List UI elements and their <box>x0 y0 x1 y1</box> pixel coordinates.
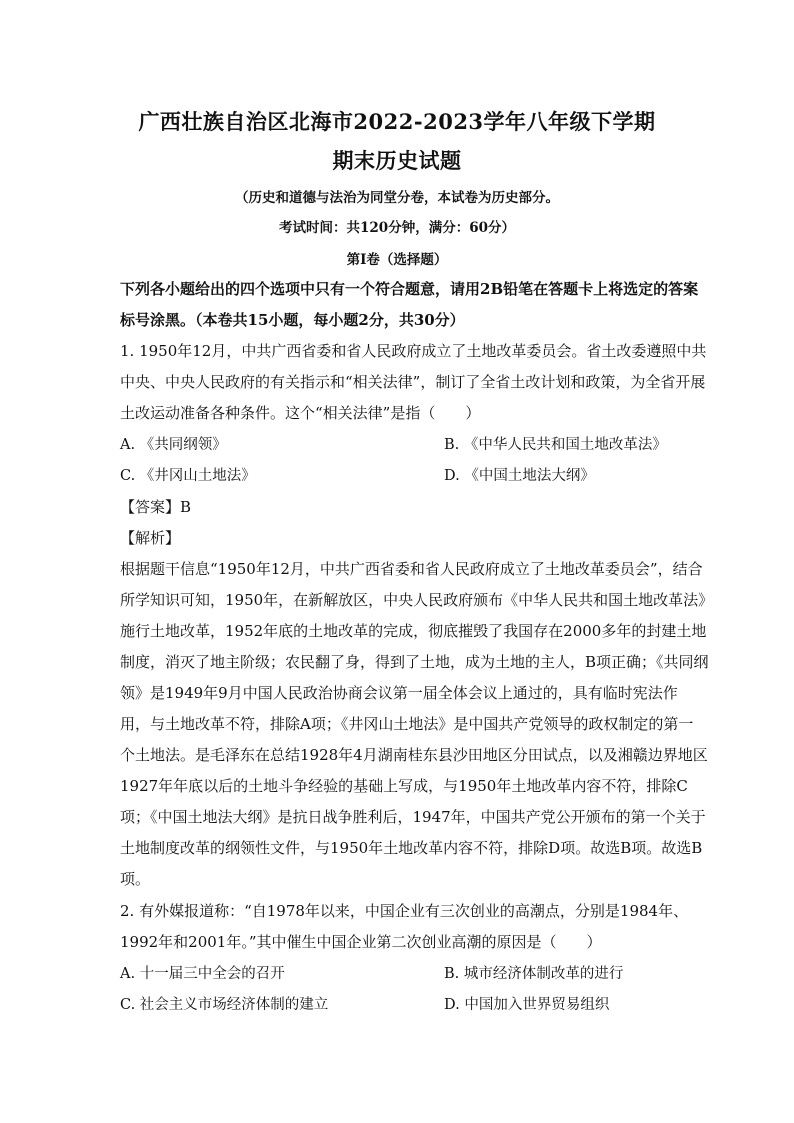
q1-analysis-line: 1927年年底以后的土地斗争经验的基础上写成，与1950年土地改革内容不符，排除C <box>120 777 688 795</box>
instructions-line: 标号涂黑。（本卷共15小题，每小题2分，共30分） <box>120 311 465 329</box>
q2-option-a: A. 十一届三中全会的召开 <box>120 966 285 982</box>
q1-analysis-line: 项；《中国土地法大纲》是抗日战争胜利后，1947年，中国共产党公开颁布的第一个关于 <box>120 808 706 826</box>
q1-option-b: B. 《中华人民共和国土地改革法》 <box>444 437 667 453</box>
q2-option-c: C. 社会主义市场经济体制的建立 <box>120 997 329 1013</box>
q1-analysis-line: 施行土地改革，1952年底的土地改革的完成，彻底摧毁了我国存在2000多年的封建土地 <box>120 622 707 640</box>
q1-stem-line: 中央、中央人民政府的有关指示和“相关法律”，制订了全省土改计划和政策，为全省开展 <box>120 373 706 391</box>
q1-analysis-line: 制度，消灭了地主阶级；农民翻了身，得到了土地，成为土地的主人，B项正确；《共同纲 <box>120 653 709 671</box>
q1-analysis-line: 领》是1949年9月中国人民政治协商会议第一届全体会议上通过的，具有临时宪法作 <box>120 684 678 702</box>
exam-title-line1: 广西壮族自治区北海市2022-2023学年八年级下学期 <box>138 109 656 134</box>
q2-stem-line: 1992年和2001年。”其中催生中国企业第二次创业高潮的原因是（ ） <box>120 933 602 951</box>
q1-option-c: C. 《井冈山土地法》 <box>120 468 256 484</box>
q1-analysis-label: 【解析】 <box>120 529 181 547</box>
exam-note-line1: （历史和道德与法治为同堂分卷，本试卷为历史部分。 <box>235 190 559 206</box>
q1-analysis-line: 项。 <box>120 870 151 888</box>
q2-stem-line: 2. 有外媒报道称：“自1978年以来，中国企业有三次创业的高潮点，分别是1984年、 <box>120 902 689 920</box>
q1-option-a: A. 《共同纲领》 <box>120 437 227 453</box>
instructions-line: 下列各小题给出的四个选项中只有一个符合题意，请用2B铅笔在答题卡上将选定的答案 <box>120 280 699 298</box>
q1-stem-line: 1. 1950年12月，中共广西省委和省人民政府成立了土地改革委员会。省土改委遵照中共 <box>120 342 707 360</box>
q1-analysis-line: 土地制度改革的纲领性文件，与1950年土地改革内容不符，排除D项。故选B项。故选B <box>120 839 703 857</box>
q2-option-d: D. 中国加入世界贸易组织 <box>444 997 610 1013</box>
section-heading: 第Ⅰ卷（选择题） <box>346 252 448 268</box>
q1-analysis-line: 根据题干信息“1950年12月，中共广西省委和省人民政府成立了土地改革委员会”，结合 <box>120 560 703 578</box>
q1-answer: 【答案】B <box>120 498 192 516</box>
q1-option-d: D. 《中国土地法大纲》 <box>444 468 595 484</box>
q1-analysis-line: 用，与土地改革不符，排除A项；《井冈山土地法》是中国共产党领导的政权制定的第一 <box>120 715 694 733</box>
q1-analysis-line: 个土地法。是毛泽东在总结1928年4月湖南桂东县沙田地区分田试点，以及湘赣边界地区 <box>120 746 708 764</box>
q1-analysis-line: 所学知识可知，1950年，在新解放区，中央人民政府颁布《中华人民共和国土地改革法》 <box>120 591 714 609</box>
exam-note-line2: 考试时间：共120分钟，满分：60分） <box>279 220 515 236</box>
exam-title-line2: 期末历史试题 <box>332 148 462 173</box>
q2-option-b: B. 城市经济体制改革的进行 <box>444 966 624 982</box>
q1-stem-line: 土改运动准备各种条件。这个“相关法律”是指（ ） <box>120 404 481 422</box>
